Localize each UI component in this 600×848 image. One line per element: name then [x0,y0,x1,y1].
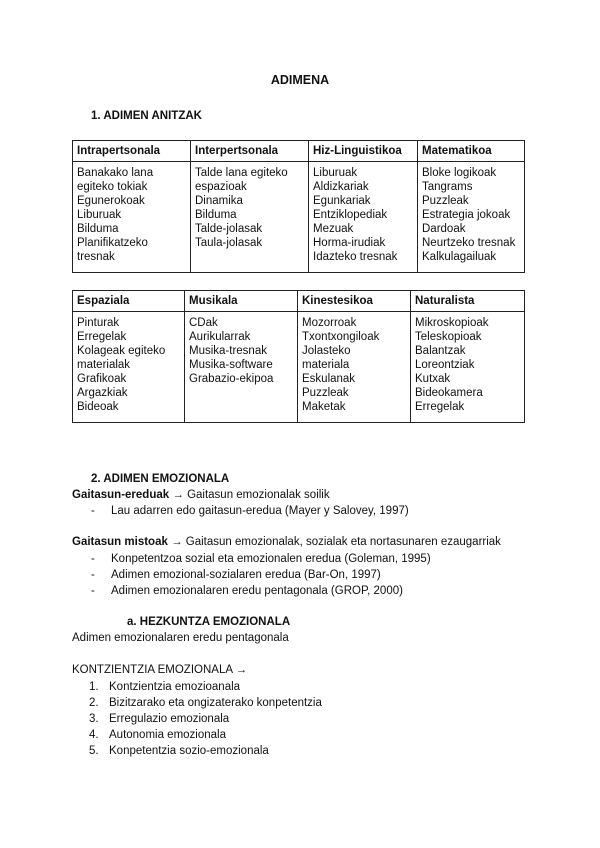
gaitasun-mistoak-line [72,536,501,548]
table-cell-line: Estrategia jokoak [422,209,511,221]
table-cell-line: CDak [189,317,218,329]
table-cell-line: Maketak [302,401,346,413]
table1-header-4: Matematikoa [418,141,525,162]
table-cell-line: Puzzleak [422,195,469,207]
page-title: ADIMENA [270,73,330,87]
list-item-text: Adimen emozionalaren eredu pentagonala (GROP, 2000) [111,585,403,597]
list-number: 2. [89,697,99,709]
table-cell-line: Erregelak [77,331,127,343]
table1-header-2: Interpertsonala [191,141,309,162]
list-item-text: Adimen emozional-sozialaren eredua (Bar-On, 1997) [111,569,381,581]
intelligences-table-1 [72,140,525,273]
table-cell-line: Musika-software [189,359,273,371]
table-cell-line: Kalkulagailuak [422,251,497,263]
table1-col-2 [191,162,309,273]
gaitasun-ereduak-desc: Gaitasun emozionalak soilik [187,489,330,501]
table1-header-3: Hiz-Linguistikoa [309,141,418,162]
table-cell-line: Neurtzeko tresnak [422,237,516,249]
table2-col-1 [73,312,185,423]
table-cell-line: Pinturak [77,317,120,329]
table-cell-line: Txontxongiloak [302,331,380,343]
table-cell-line: Liburuak [313,167,358,179]
table-cell-line: Bloke logikoak [422,167,497,179]
table-cell-line: Mikroskopioak [415,317,489,329]
table-cell-line: Puzzleak [302,387,349,399]
table2-col-2 [185,312,298,423]
table-cell-line: Teleskopioak [415,331,482,343]
table-cell-line: Talde lana egiteko [195,167,288,179]
table-cell-line: materiala [302,359,350,371]
table-cell-line: Argazkiak [77,387,128,399]
table-cell-line: Tangrams [422,181,473,193]
list-number: 1. [89,681,99,693]
table-cell-line: Eskulanak [302,373,356,385]
table-cell-line: Entziklopediak [313,209,388,221]
list-item-text: Lau adarren edo gaitasun-eredua (Mayer y Salovey, 1997) [111,505,409,517]
table-cell-line: Idazteko tresnak [313,251,398,263]
table-cell-line: Bideokamera [415,387,483,399]
table-cell-line: Bilduma [195,209,237,221]
table1-col-3 [309,162,418,273]
table-cell-line: Bilduma [77,223,119,235]
dash-marker: - [91,553,95,565]
table-cell-line: Taula-jolasak [195,237,263,249]
table2-col-4 [411,312,525,423]
table-cell-line: Loreontziak [415,359,475,371]
section-heading-hezkuntza-emozionala: a. HEZKUNTZA EMOZIONALA [127,616,291,628]
table-cell-line: Horma-irudiak [313,237,386,249]
table-cell-line: Banakako lana [77,167,154,179]
arrow-icon: → [172,489,184,501]
kontzientzia-label: KONTZIENTZIA EMOZIONALA → [72,664,248,676]
gaitasun-mistoak-desc: Gaitasun emozionalak, sozialak eta nortasunaren ezaugarriak [185,536,501,548]
section-subtitle: Adimen emozionalaren eredu pentagonala [72,632,289,644]
list-number: 5. [89,745,99,757]
list-item-text: Konpetentzia sozio-emozionala [109,745,269,757]
table-cell-line: Planifikatzeko [77,237,148,249]
dash-marker: - [91,505,95,517]
table-cell-line: Erregelak [415,401,465,413]
list-item-text: Erregulazio emozionala [109,713,230,725]
table-cell-line: espazioak [195,181,247,193]
table1-col-4 [418,162,525,273]
table2-header-2: Musikala [185,291,298,312]
table-cell-line: Aurikularrak [189,331,251,343]
table-cell-line: Bideoak [77,401,119,413]
table2-col-3 [298,312,411,423]
table1-col-1 [73,162,191,273]
list-number: 3. [89,713,99,725]
arrow-icon: → [171,536,183,548]
table-cell-line: Aldizkariak [313,181,369,193]
table-cell-line: Talde-jolasak [195,223,263,235]
table-cell-line: tresnak [77,251,115,263]
table2-header-1: Espaziala [73,291,185,312]
list-number: 4. [89,729,99,741]
dash-marker: - [91,585,95,597]
table-cell-line: materialak [77,359,131,371]
table-cell-line: Kolageak egiteko [77,345,166,357]
table-cell-line: Egunkariak [313,195,371,207]
table-cell-line: Grafikoak [77,373,127,385]
term-gaitasun-mistoak: Gaitasun mistoak [72,536,168,548]
table-cell-line: Egunerokoak [77,195,145,207]
gaitasun-ereduak-line [72,489,330,501]
table2-header-4: Naturalista [411,291,525,312]
table-cell-line: Balantzak [415,345,466,357]
table-cell-line: Mozorroak [302,317,357,329]
table-cell-line: Kutxak [415,373,451,385]
term-gaitasun-ereduak: Gaitasun-ereduak [72,489,170,501]
section-heading-adimen-anitzak: 1. ADIMEN ANITZAK [91,110,202,122]
table-cell-line: Grabazio-ekipoa [189,373,274,385]
list-item-text: Autonomia emozionala [109,729,226,741]
table-cell-line: Liburuak [77,209,122,221]
table2-header-3: Kinestesikoa [298,291,411,312]
table1-header-1: Intrapertsonala [73,141,191,162]
table-cell-line: Musika-tresnak [189,345,267,357]
table-cell-line: Dardoak [422,223,466,235]
table-cell-line: Mezuak [313,223,354,235]
section-heading-adimen-emozionala: 2. ADIMEN EMOZIONALA [91,473,230,485]
table-cell-line: Dinamika [195,195,243,207]
table-cell-line: Jolasteko [302,345,351,357]
dash-marker: - [91,569,95,581]
list-item-text: Konpetentzoa sozial eta emozionalen eredua (Goleman, 1995) [111,553,431,565]
intelligences-table-2 [72,290,525,423]
list-item-text: Bizitzarako eta ongizaterako konpetentzia [109,697,322,709]
table-cell-line: egiteko tokiak [77,181,148,193]
list-item-text: Kontzientzia emozioanala [109,681,241,693]
